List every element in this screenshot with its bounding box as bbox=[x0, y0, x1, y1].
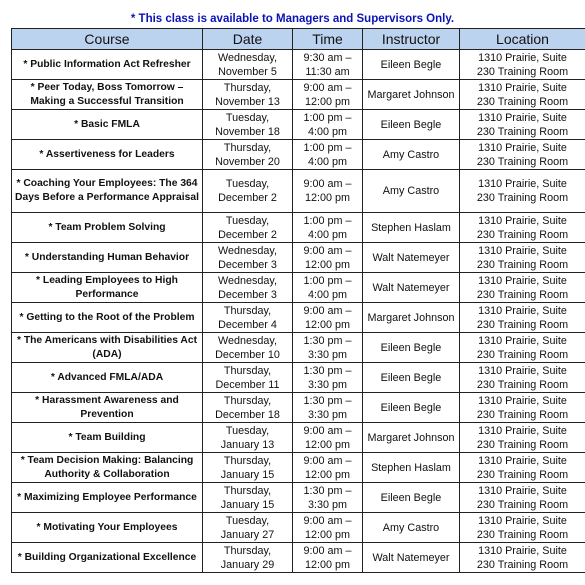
location-line-2: 230 Training Room bbox=[476, 348, 569, 361]
date-value: December 4 bbox=[218, 318, 277, 331]
time-cell bbox=[293, 543, 363, 573]
time-start: 9:00 am – bbox=[303, 244, 352, 257]
table-row bbox=[12, 50, 585, 80]
instructor-cell bbox=[363, 513, 460, 543]
location-line-2: 230 Training Room bbox=[476, 408, 569, 421]
table-row bbox=[12, 140, 585, 170]
course-cell bbox=[12, 363, 203, 393]
date-value: December 3 bbox=[218, 288, 277, 301]
instructor-name: Eileen Begle bbox=[380, 401, 442, 414]
location-line-2: 230 Training Room bbox=[476, 155, 569, 168]
time-cell bbox=[293, 140, 363, 170]
time-cell bbox=[293, 423, 363, 453]
instructor-cell bbox=[363, 213, 460, 243]
course-cell bbox=[12, 483, 203, 513]
instructor-cell bbox=[363, 393, 460, 423]
time-cell bbox=[293, 453, 363, 483]
time-cell bbox=[293, 170, 363, 213]
date-value: January 13 bbox=[220, 438, 275, 451]
header-instructor: Instructor bbox=[363, 29, 460, 50]
instructor-name: Eileen Begle bbox=[380, 58, 442, 71]
time-end: 12:00 pm bbox=[304, 468, 351, 481]
date-cell bbox=[203, 80, 293, 110]
date-cell bbox=[203, 333, 293, 363]
time-end: 12:00 pm bbox=[304, 95, 351, 108]
time-start: 9:00 am – bbox=[303, 544, 352, 557]
time-cell bbox=[293, 80, 363, 110]
date-day: Wednesday, bbox=[217, 274, 278, 287]
date-cell bbox=[203, 213, 293, 243]
date-value: January 15 bbox=[220, 468, 275, 481]
location-cell bbox=[460, 213, 585, 243]
header-location: Location bbox=[460, 29, 585, 50]
table-row bbox=[12, 303, 585, 333]
location-line-1: 1310 Prairie, Suite bbox=[478, 51, 567, 64]
location-line-1: 1310 Prairie, Suite bbox=[478, 514, 567, 527]
time-end: 3:30 pm bbox=[307, 378, 347, 391]
time-cell bbox=[293, 110, 363, 140]
time-end: 4:00 pm bbox=[307, 288, 347, 301]
location-line-2: 230 Training Room bbox=[476, 378, 569, 391]
instructor-name: Margaret Johnson bbox=[367, 431, 455, 444]
instructor-name: Stephen Haslam bbox=[371, 221, 451, 234]
location-line-2: 230 Training Room bbox=[476, 528, 569, 541]
instructor-cell bbox=[363, 50, 460, 80]
location-line-2: 230 Training Room bbox=[476, 228, 569, 241]
instructor-name: Margaret Johnson bbox=[367, 311, 455, 324]
date-cell bbox=[203, 273, 293, 303]
instructor-cell bbox=[363, 303, 460, 333]
date-value: December 2 bbox=[218, 228, 277, 241]
location-cell bbox=[460, 110, 585, 140]
time-cell bbox=[293, 243, 363, 273]
table-row bbox=[12, 110, 585, 140]
time-cell bbox=[293, 393, 363, 423]
course-name: * Leading Employees to High Performance bbox=[36, 274, 178, 300]
instructor-name: Walt Natemeyer bbox=[372, 551, 450, 564]
date-value: January 15 bbox=[220, 498, 275, 511]
instructor-name: Eileen Begle bbox=[380, 341, 442, 354]
location-line-2: 230 Training Room bbox=[476, 468, 569, 481]
instructor-name: Amy Castro bbox=[382, 185, 440, 197]
location-line-2: 230 Training Room bbox=[476, 192, 569, 204]
location-line-1: 1310 Prairie, Suite bbox=[478, 334, 567, 347]
time-start: 1:30 pm – bbox=[303, 364, 352, 377]
date-cell bbox=[203, 50, 293, 80]
date-cell bbox=[203, 363, 293, 393]
course-cell bbox=[12, 273, 203, 303]
date-day: Thursday, bbox=[223, 454, 272, 467]
table-row bbox=[12, 170, 585, 213]
course-name: * Team Decision Making: Balancing Authority & Collaboration bbox=[20, 454, 194, 480]
class-schedule-table bbox=[11, 28, 585, 573]
course-cell bbox=[12, 80, 203, 110]
date-day: Tuesday, bbox=[225, 424, 270, 437]
instructor-name: Stephen Haslam bbox=[371, 461, 451, 474]
course-cell bbox=[12, 50, 203, 80]
header-date: Date bbox=[203, 29, 293, 50]
time-start: 9:00 am – bbox=[303, 304, 352, 317]
location-cell bbox=[460, 303, 585, 333]
table-row bbox=[12, 273, 585, 303]
course-cell bbox=[12, 393, 203, 423]
course-name: * Team Building bbox=[68, 431, 146, 443]
instructor-cell bbox=[363, 363, 460, 393]
location-line-1: 1310 Prairie, Suite bbox=[478, 424, 567, 437]
location-line-1: 1310 Prairie, Suite bbox=[478, 304, 567, 317]
date-cell bbox=[203, 170, 293, 213]
course-cell bbox=[12, 543, 203, 573]
date-value: December 18 bbox=[215, 408, 280, 421]
course-name: * Public Information Act Refresher bbox=[23, 58, 191, 70]
course-cell bbox=[12, 333, 203, 363]
time-start: 1:30 pm – bbox=[303, 394, 352, 407]
time-cell bbox=[293, 273, 363, 303]
location-line-2: 230 Training Room bbox=[476, 288, 569, 301]
course-name: * Assertiveness for Leaders bbox=[39, 148, 175, 160]
header-course: Course bbox=[12, 29, 203, 50]
date-value: December 10 bbox=[215, 348, 280, 361]
date-day: Wednesday, bbox=[217, 51, 278, 64]
date-day: Thursday, bbox=[223, 141, 272, 154]
course-name: * Advanced FMLA/ADA bbox=[50, 371, 164, 383]
location-line-1: 1310 Prairie, Suite bbox=[478, 214, 567, 227]
date-cell bbox=[203, 483, 293, 513]
location-line-1: 1310 Prairie, Suite bbox=[478, 484, 567, 497]
time-end: 12:00 pm bbox=[304, 318, 351, 331]
course-cell bbox=[12, 423, 203, 453]
date-cell bbox=[203, 393, 293, 423]
instructor-cell bbox=[363, 243, 460, 273]
time-end: 12:00 pm bbox=[304, 258, 351, 271]
location-cell bbox=[460, 50, 585, 80]
instructor-cell bbox=[363, 80, 460, 110]
instructor-cell bbox=[363, 170, 460, 213]
time-end: 3:30 pm bbox=[307, 408, 347, 421]
header-time: Time bbox=[293, 29, 363, 50]
time-start: 1:30 pm – bbox=[303, 334, 352, 347]
time-cell bbox=[293, 363, 363, 393]
location-line-1: 1310 Prairie, Suite bbox=[478, 454, 567, 467]
location-line-2: 230 Training Room bbox=[476, 438, 569, 451]
location-cell bbox=[460, 363, 585, 393]
instructor-name: Walt Natemeyer bbox=[372, 251, 450, 264]
course-name: * Peer Today, Boss Tomorrow – Making a Successful Transition bbox=[30, 81, 184, 107]
location-cell bbox=[460, 513, 585, 543]
course-name: * Building Organizational Excellence bbox=[17, 551, 197, 563]
location-line-1: 1310 Prairie, Suite bbox=[478, 544, 567, 557]
date-cell bbox=[203, 423, 293, 453]
course-name: * Basic FMLA bbox=[74, 118, 140, 130]
location-cell bbox=[460, 483, 585, 513]
date-day: Thursday, bbox=[223, 394, 272, 407]
date-cell bbox=[203, 243, 293, 273]
instructor-cell bbox=[363, 273, 460, 303]
location-line-1: 1310 Prairie, Suite bbox=[478, 274, 567, 287]
location-line-2: 230 Training Room bbox=[476, 258, 569, 271]
date-value: January 27 bbox=[220, 528, 275, 541]
location-cell bbox=[460, 273, 585, 303]
date-cell bbox=[203, 140, 293, 170]
instructor-cell bbox=[363, 333, 460, 363]
instructor-cell bbox=[363, 423, 460, 453]
date-value: January 29 bbox=[220, 558, 275, 571]
time-cell bbox=[293, 303, 363, 333]
date-day: Thursday, bbox=[223, 484, 272, 497]
date-day: Thursday, bbox=[223, 364, 272, 377]
instructor-name: Amy Castro bbox=[382, 148, 440, 161]
location-line-1: 1310 Prairie, Suite bbox=[478, 111, 567, 124]
header-row bbox=[12, 29, 585, 50]
table-row bbox=[12, 393, 585, 423]
time-end: 11:30 am bbox=[305, 65, 350, 78]
availability-note: * This class is available to Managers and Supervisors Only. bbox=[130, 13, 455, 25]
location-line-1: 1310 Prairie, Suite bbox=[478, 141, 567, 154]
course-cell bbox=[12, 453, 203, 483]
table-row bbox=[12, 423, 585, 453]
instructor-name: Margaret Johnson bbox=[367, 88, 455, 101]
course-name: * Harassment Awareness and Prevention bbox=[35, 394, 179, 420]
location-cell bbox=[460, 393, 585, 423]
location-line-1: 1310 Prairie, Suite bbox=[478, 364, 567, 377]
table-row bbox=[12, 543, 585, 573]
instructor-name: Eileen Begle bbox=[380, 371, 442, 384]
location-line-2: 230 Training Room bbox=[476, 125, 569, 138]
time-end: 4:00 pm bbox=[307, 155, 347, 168]
date-day: Wednesday, bbox=[217, 334, 278, 347]
date-day: Wednesday, bbox=[217, 244, 278, 257]
course-name: * Team Problem Solving bbox=[48, 221, 166, 233]
table-row bbox=[12, 483, 585, 513]
time-start: 1:00 pm – bbox=[303, 141, 352, 154]
date-day: Tuesday, bbox=[225, 214, 270, 227]
time-start: 9:00 am – bbox=[303, 424, 352, 437]
location-line-2: 230 Training Room bbox=[476, 95, 569, 108]
schedule-body bbox=[12, 50, 585, 573]
location-line-1: 1310 Prairie, Suite bbox=[478, 244, 567, 257]
location-cell bbox=[460, 543, 585, 573]
table-row bbox=[12, 213, 585, 243]
table-row bbox=[12, 243, 585, 273]
time-end: 12:00 pm bbox=[304, 528, 351, 541]
location-line-1: 1310 Prairie, Suite bbox=[478, 394, 567, 407]
location-line-1: 1310 Prairie, Suite bbox=[478, 178, 567, 190]
table-row bbox=[12, 80, 585, 110]
date-value: November 13 bbox=[215, 95, 280, 108]
date-cell bbox=[203, 453, 293, 483]
course-cell bbox=[12, 110, 203, 140]
date-cell bbox=[203, 110, 293, 140]
instructor-cell bbox=[363, 483, 460, 513]
location-line-1: 1310 Prairie, Suite bbox=[478, 81, 567, 94]
time-end: 3:30 pm bbox=[307, 348, 347, 361]
date-day: Thursday, bbox=[223, 304, 272, 317]
location-cell bbox=[460, 453, 585, 483]
location-line-2: 230 Training Room bbox=[476, 318, 569, 331]
time-end: 4:00 pm bbox=[307, 228, 347, 241]
time-start: 9:00 am – bbox=[303, 81, 352, 94]
course-name: * Understanding Human Behavior bbox=[24, 251, 190, 263]
date-day: Tuesday, bbox=[225, 178, 270, 190]
date-value: November 20 bbox=[215, 155, 280, 168]
instructor-cell bbox=[363, 453, 460, 483]
time-cell bbox=[293, 50, 363, 80]
course-name: * The Americans with Disabilities Act (ADA) bbox=[16, 334, 198, 360]
date-day: Thursday, bbox=[223, 544, 272, 557]
date-value: December 3 bbox=[218, 258, 277, 271]
time-end: 12:00 pm bbox=[304, 438, 351, 451]
time-cell bbox=[293, 213, 363, 243]
location-cell bbox=[460, 170, 585, 213]
time-start: 1:00 pm – bbox=[303, 111, 352, 124]
time-start: 1:00 pm – bbox=[303, 274, 352, 287]
date-value: November 18 bbox=[215, 125, 280, 138]
location-cell bbox=[460, 423, 585, 453]
location-line-2: 230 Training Room bbox=[476, 558, 569, 571]
location-cell bbox=[460, 243, 585, 273]
time-end: 12:00 pm bbox=[304, 558, 351, 571]
location-cell bbox=[460, 80, 585, 110]
table-row bbox=[12, 363, 585, 393]
time-cell bbox=[293, 483, 363, 513]
time-end: 3:30 pm bbox=[307, 498, 347, 511]
time-cell bbox=[293, 333, 363, 363]
instructor-name: Eileen Begle bbox=[380, 118, 442, 131]
course-cell bbox=[12, 243, 203, 273]
date-day: Thursday, bbox=[223, 81, 272, 94]
time-start: 9:00 am – bbox=[303, 454, 352, 467]
location-line-2: 230 Training Room bbox=[476, 65, 569, 78]
date-cell bbox=[203, 303, 293, 333]
date-day: Tuesday, bbox=[225, 111, 270, 124]
time-end: 12:00 pm bbox=[304, 192, 351, 204]
table-row bbox=[12, 333, 585, 363]
course-cell bbox=[12, 303, 203, 333]
location-line-2: 230 Training Room bbox=[476, 498, 569, 511]
time-start: 9:30 am – bbox=[303, 51, 352, 64]
instructor-cell bbox=[363, 140, 460, 170]
course-cell bbox=[12, 140, 203, 170]
course-cell bbox=[12, 170, 203, 213]
date-cell bbox=[203, 543, 293, 573]
instructor-name: Amy Castro bbox=[382, 521, 440, 534]
time-cell bbox=[293, 513, 363, 543]
date-value: November 5 bbox=[218, 65, 277, 78]
course-name: * Coaching Your Employees: The 364 Days Before a Performance Appraisal bbox=[15, 178, 199, 203]
instructor-cell bbox=[363, 543, 460, 573]
time-start: 9:00 am – bbox=[303, 178, 352, 190]
course-cell bbox=[12, 213, 203, 243]
table-row bbox=[12, 513, 585, 543]
time-start: 9:00 am – bbox=[303, 514, 352, 527]
date-value: December 2 bbox=[218, 192, 277, 204]
date-cell bbox=[203, 513, 293, 543]
course-name: * Maximizing Employee Performance bbox=[17, 491, 197, 503]
date-day: Tuesday, bbox=[225, 514, 270, 527]
instructor-name: Walt Natemeyer bbox=[372, 281, 450, 294]
location-cell bbox=[460, 140, 585, 170]
instructor-cell bbox=[363, 110, 460, 140]
table-row bbox=[12, 453, 585, 483]
course-name: * Getting to the Root of the Problem bbox=[19, 311, 195, 323]
date-value: December 11 bbox=[215, 378, 280, 391]
time-start: 1:30 pm – bbox=[303, 484, 352, 497]
location-cell bbox=[460, 333, 585, 363]
time-end: 4:00 pm bbox=[307, 125, 347, 138]
time-start: 1:00 pm – bbox=[303, 214, 352, 227]
instructor-name: Eileen Begle bbox=[380, 491, 442, 504]
course-cell bbox=[12, 513, 203, 543]
course-name: * Motivating Your Employees bbox=[36, 521, 178, 533]
